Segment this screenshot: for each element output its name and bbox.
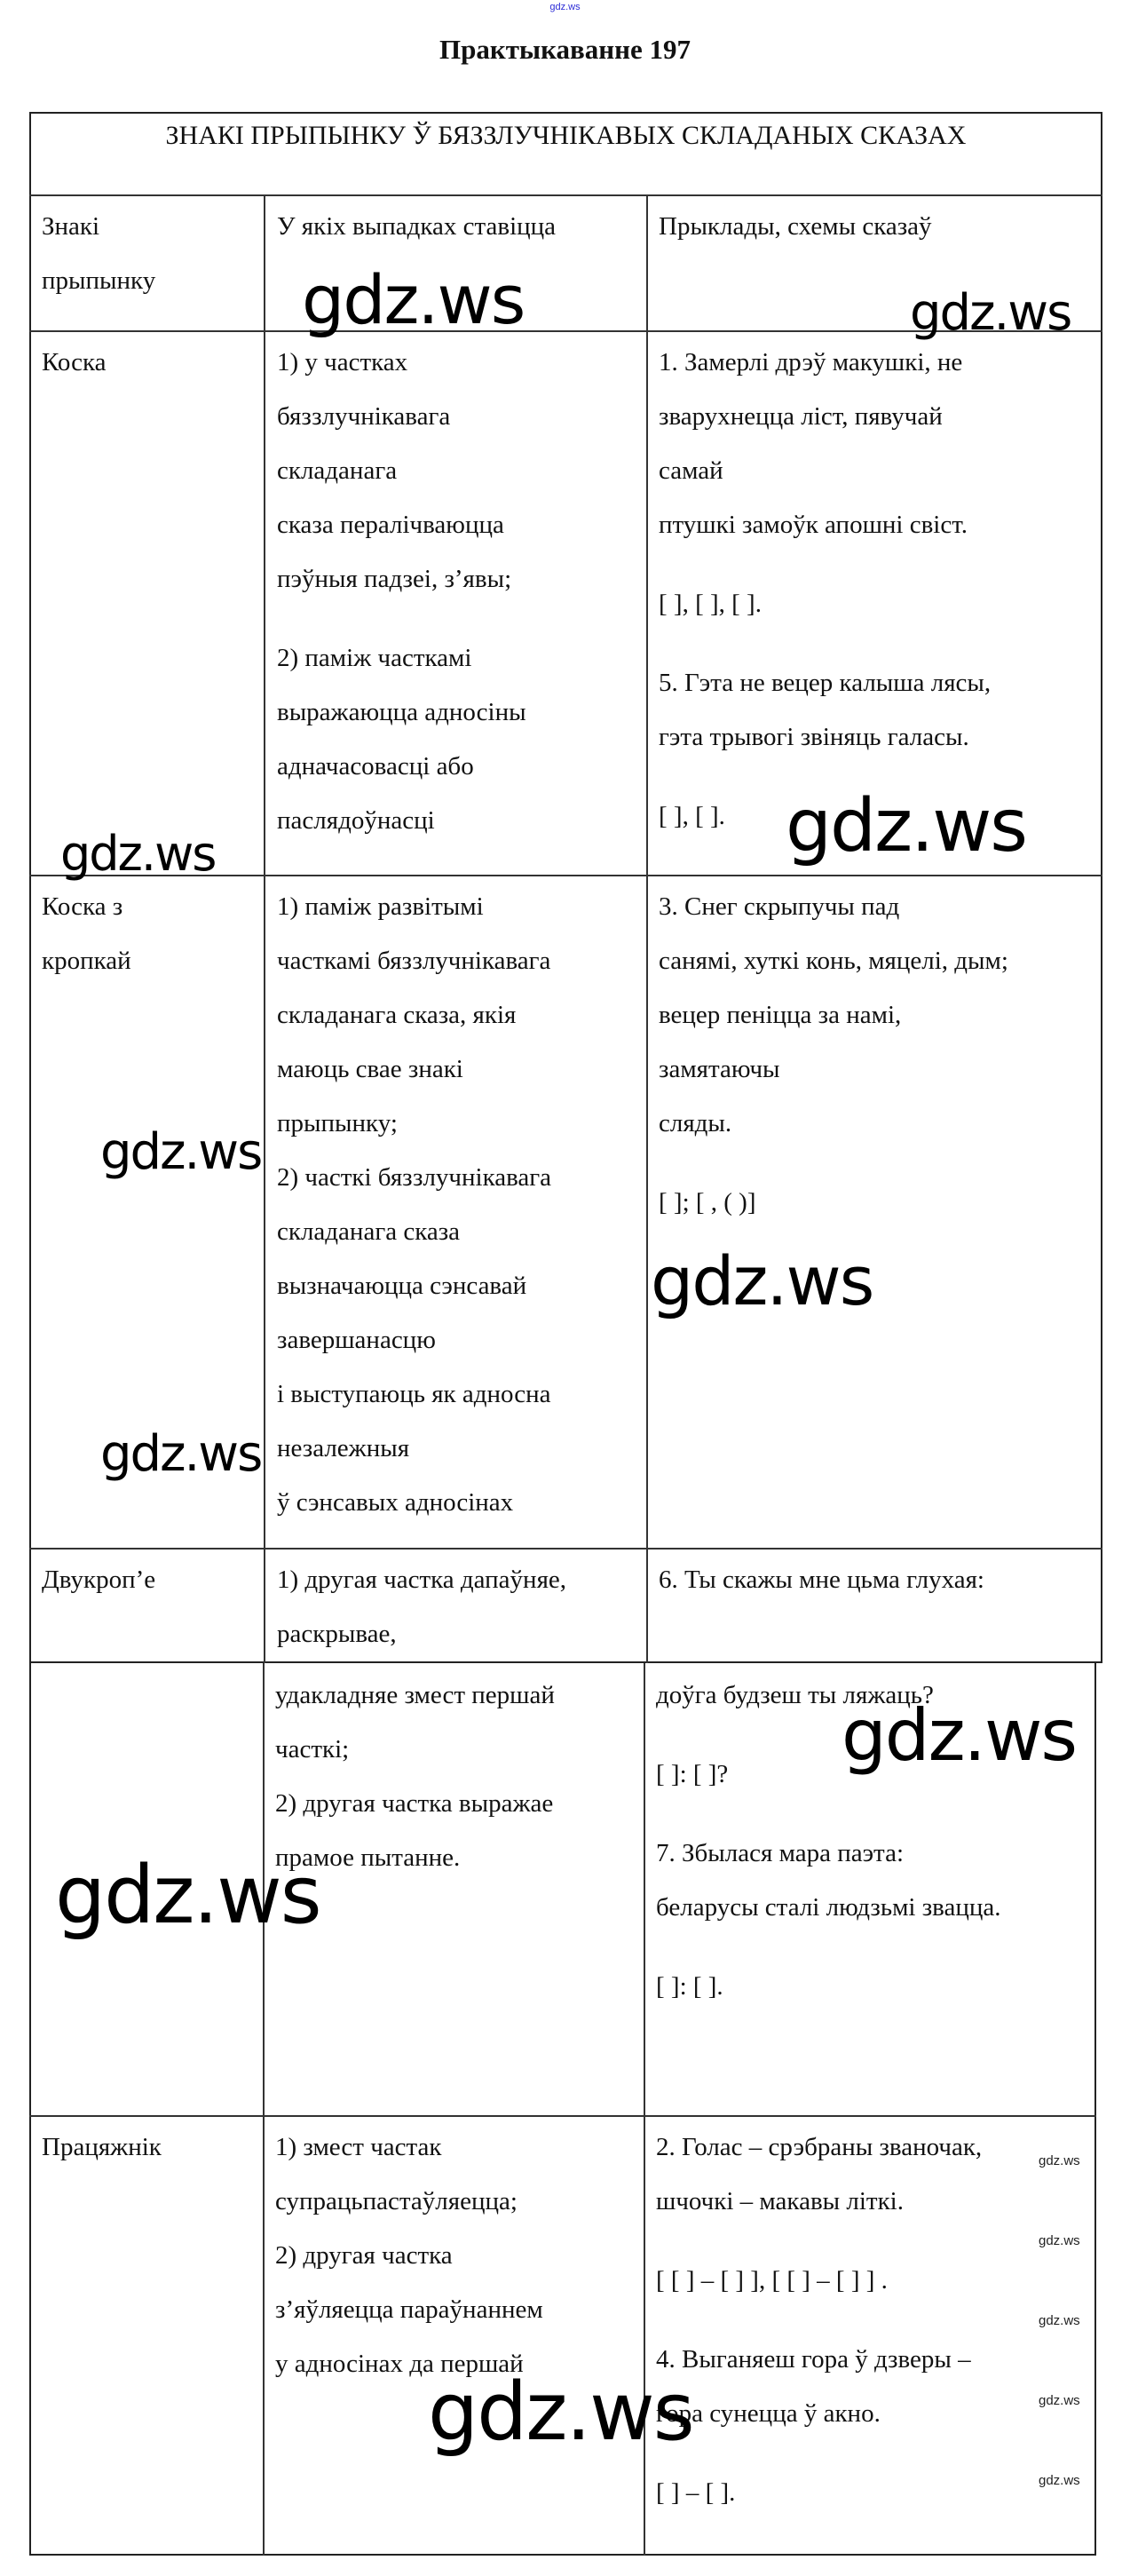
text-line: вызначаюцца сэнсавай: [277, 1272, 527, 1300]
text-line: [ ], [ ].: [659, 802, 725, 830]
watermark-small: gdz.ws: [1039, 2393, 1080, 2408]
text-line: паслядоўнасці: [277, 806, 435, 835]
text-line: удакладняе змест першай: [275, 1681, 555, 1709]
text-line: 3. Снег скрыпучы пад: [659, 892, 900, 921]
text-line: прамое пытанне.: [275, 1843, 461, 1872]
text-line: доўга будзеш ты ляжаць?: [656, 1681, 934, 1709]
text-line: Працяжнік: [42, 2133, 162, 2161]
watermark: gdz.ws: [842, 1694, 1077, 1777]
text-line: самай: [659, 456, 723, 485]
text-line: 1) у частках: [277, 348, 408, 376]
text-line: санямі, хуткі конь, мяцелі, дым;: [659, 947, 1008, 975]
text-line: 2) другая частка выражае: [275, 1789, 554, 1818]
text-line: 2) паміж часткамі: [277, 644, 472, 672]
watermark: gdz.ws: [651, 1241, 873, 1320]
row-dash-examples: [656, 2120, 982, 2520]
header-cases: [277, 200, 556, 254]
paragraph: [277, 880, 551, 1530]
paragraph: [42, 2120, 162, 2175]
watermark: gdz.ws: [910, 284, 1071, 342]
text-line: пэўныя падзеі, з’явы;: [277, 565, 512, 593]
text-line: 2) часткі бяззлучнікавага: [277, 1163, 552, 1192]
text-line: маюць свае знакі: [277, 1055, 463, 1083]
text-line: і выступаюць як адносна: [277, 1380, 551, 1408]
text-line: прыпынку: [42, 266, 156, 295]
text-line: 1) другая частка дапаўняе,: [277, 1565, 567, 1594]
paragraph: [277, 1553, 566, 1661]
text-line: Коска: [42, 348, 107, 376]
text-line: [ ]: [ ].: [656, 1972, 723, 2001]
paragraph: [659, 880, 1008, 1151]
row-semicolon-examples: [659, 880, 1008, 1230]
row-comma-sign: [42, 336, 107, 390]
text-line: Прыклады, схемы сказаў: [659, 212, 932, 241]
paragraph: [42, 1553, 155, 1607]
text-line: [ [ ] – [ ] ], [ [ ] – [ ] ] .: [656, 2266, 888, 2295]
text-line: Двукроп’е: [42, 1565, 156, 1594]
paragraph: [659, 1176, 1008, 1230]
text-line: 1) змест частак: [275, 2133, 442, 2161]
paragraph: [659, 200, 932, 254]
watermark: gdz.ws: [786, 784, 1026, 868]
column-divider: [646, 194, 648, 1663]
row-dash-sign: [42, 2120, 162, 2175]
text-line: 4. Выганяеш гора ў дзверы –: [656, 2345, 971, 2374]
text-line: 1. Замерлі дрэў макушкі, не: [659, 348, 963, 376]
text-line: Знакі: [42, 212, 100, 241]
row-colon-sign: [42, 1553, 155, 1607]
row-comma-examples: [659, 336, 991, 844]
text-line: завершанасцю: [277, 1326, 436, 1354]
text-line: з’яўляецца параўнаннем: [275, 2295, 543, 2324]
paragraph: [42, 336, 107, 390]
text-line: бяззлучнікавага: [277, 402, 451, 431]
text-line: выражаюцца адносіны: [277, 698, 526, 726]
text-line: птушкі замоўк апошні свіст.: [659, 511, 968, 539]
text-line: 5. Гэта не вецер калыша лясы,: [659, 669, 992, 697]
text-line: беларусы сталі людзьмі звацца.: [656, 1893, 1001, 1922]
paragraph: [277, 336, 526, 606]
watermark: gdz.ws: [428, 2366, 693, 2459]
paragraph: [659, 1553, 984, 1607]
watermark-small: gdz.ws: [1039, 2233, 1080, 2248]
text-line: 7. Збылася мара паэта:: [656, 1839, 905, 1867]
text-line: сказа пералічваюцца: [277, 511, 504, 539]
text-line: гэта трывогі звіняць галасы.: [659, 723, 969, 751]
paragraph: [659, 656, 991, 765]
row-semicolon-cases: [277, 880, 551, 1530]
row-divider: [29, 2115, 1096, 2117]
watermark: gdz.ws: [55, 1849, 320, 1942]
text-line: ў сэнсавых адносінах: [277, 1488, 514, 1517]
watermark: gdz.ws: [60, 826, 216, 882]
header-sign: [42, 200, 155, 308]
text-line: сляды.: [659, 1109, 732, 1137]
text-line: [ ]; [ , ( )]: [659, 1188, 756, 1217]
paragraph: [656, 1827, 1001, 1935]
paragraph: [656, 2466, 982, 2520]
text-line: [ ], [ ], [ ].: [659, 590, 762, 618]
column-divider: [264, 194, 265, 1663]
watermark: gdz.ws: [302, 260, 525, 339]
text-line: 2) другая частка: [275, 2241, 453, 2270]
text-line: зварухнецца ліст, пявучай: [659, 402, 943, 431]
table-caption: ЗНАКІ ПРЫПЫНКУ Ў БЯЗЗЛУЧНІКАВЫХ СКЛАДАНЫХ СКАЗАХ: [165, 121, 967, 150]
text-line: кропкай: [42, 947, 131, 975]
paragraph: [42, 880, 131, 988]
paragraph: [659, 336, 991, 552]
text-line: 2. Голас – срэбраны званочак,: [656, 2133, 983, 2161]
text-line: складанага: [277, 456, 398, 485]
text-line: У якіх выпадках ставіцца: [277, 212, 557, 241]
text-line: шчочкі – макавы літкі.: [656, 2187, 904, 2215]
text-line: складанага сказа, якія: [277, 1001, 517, 1029]
text-line: у адносінах да першай: [275, 2350, 524, 2378]
watermark-small: gdz.ws: [1039, 2153, 1080, 2168]
watermark-small: gdz.ws: [1039, 2473, 1080, 2488]
text-line: часткі;: [275, 1735, 350, 1764]
text-line: Коска з: [42, 892, 123, 921]
paragraph: [277, 631, 526, 848]
text-line: часткамі бяззлучнікавага: [277, 947, 551, 975]
text-line: складанага сказа: [277, 1217, 461, 1246]
text-line: [ ]: [ ]?: [656, 1760, 729, 1788]
page-title: Практыкаванне 197: [439, 34, 691, 65]
text-line: раскрывае,: [277, 1620, 397, 1648]
watermark-small: gdz.ws: [1039, 2313, 1080, 2328]
text-line: супрацьпастаўляецца;: [275, 2187, 518, 2215]
row-divider: [29, 1548, 1102, 1550]
row-divider: [29, 194, 1102, 196]
row-colon-cases: [277, 1553, 566, 1661]
paragraph: [656, 1960, 1001, 2014]
text-line: прыпынку;: [277, 1109, 398, 1137]
row-comma-cases: [277, 336, 526, 848]
header-examples: [659, 200, 932, 254]
text-line: адначасовасці або: [277, 752, 474, 781]
row-semicolon-sign: [42, 880, 131, 988]
text-line: вецер пеніцца за намі,: [659, 1001, 902, 1029]
text-line: гора сунецца ў акно.: [656, 2399, 881, 2428]
text-line: незалежныя: [277, 1434, 410, 1462]
paragraph: [42, 200, 155, 308]
paragraph: [659, 577, 991, 631]
paragraph: [277, 200, 556, 254]
paragraph: [275, 2120, 543, 2391]
watermark: gdz.ws: [100, 1425, 262, 1483]
paragraph: [656, 2333, 982, 2441]
paragraph: [656, 2120, 982, 2229]
watermark-top: gdz.ws: [549, 2, 581, 12]
column-divider: [263, 1663, 265, 2556]
text-line: 1) паміж развітымі: [277, 892, 484, 921]
text-line: 6. Ты скажы мне цьма глухая:: [659, 1565, 984, 1594]
paragraph: [656, 2254, 982, 2308]
row-colon-examples: [659, 1553, 984, 1607]
text-line: замятаючы: [659, 1055, 780, 1083]
watermark: gdz.ws: [100, 1123, 262, 1181]
row-dash-cases: [275, 2120, 543, 2391]
text-line: [ ] – [ ].: [656, 2478, 736, 2507]
